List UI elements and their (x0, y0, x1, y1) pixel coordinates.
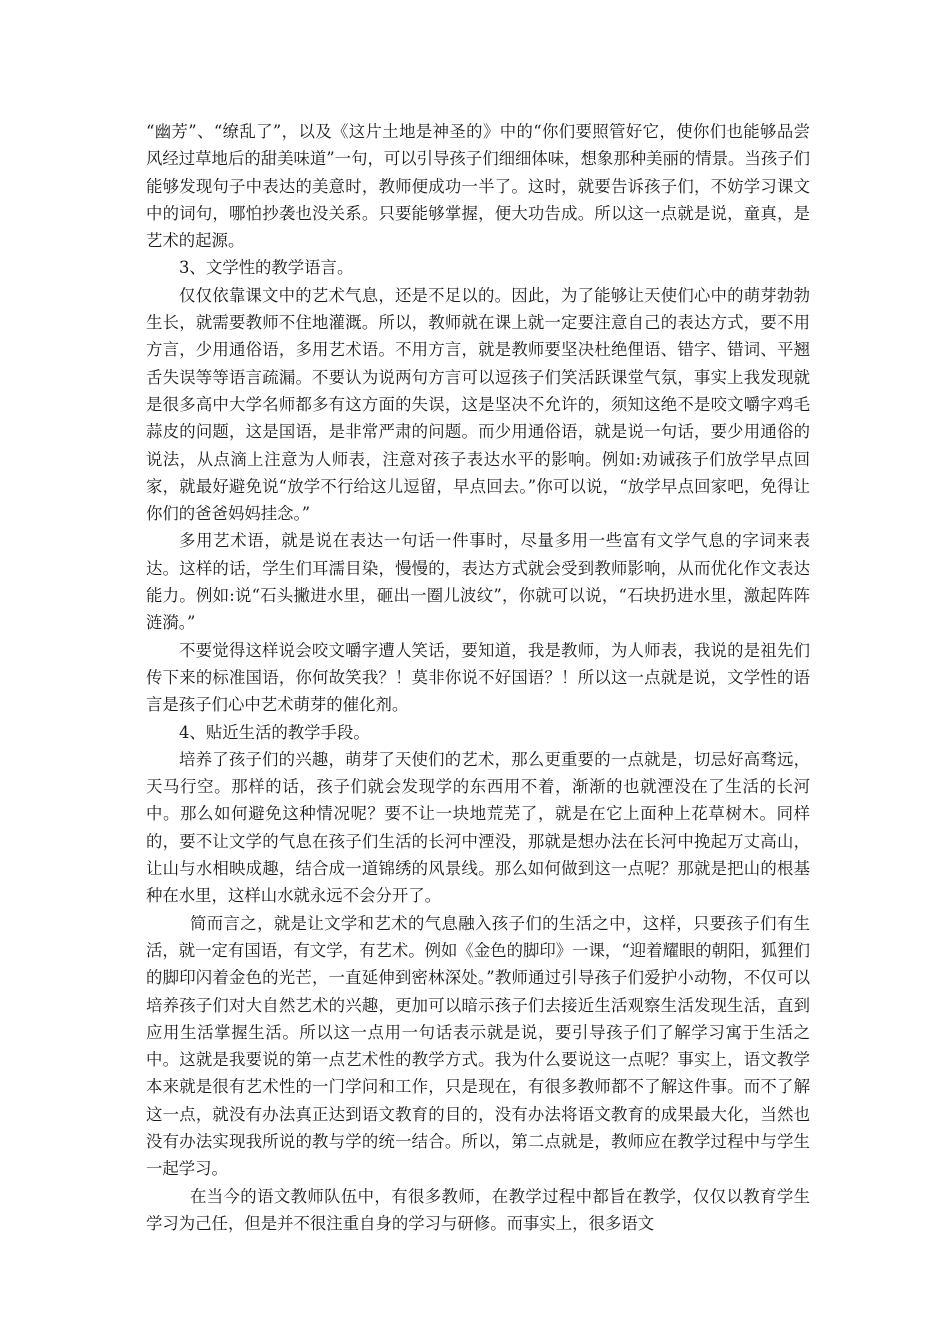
paragraph: 简而言之，就是让文学和艺术的气息融入孩子们的生活之中，这样，只要孩子们有生活，就一定有国语，有文学，有艺术。例如《金色的脚印》一课，“迎着耀眼的朝阳，狐狸们的脚印闪着金色的光芒，一直延伸到密林深处。”教师通过引导孩子们爱护小动物，不仅可以培养孩子们对大自然艺术的兴趣，更加可以暗示孩子们去接近生活观察生活发现生活，直到应用生活掌握生活。所以这一点用一句话表示就是说，要引导孩子们了解学习寓于生活之中。这就是我要说的第一点艺术性的教学方式。我为什么要说这一点呢？事实上，语文教学本来就是很有艺术性的一门学问和工作，只是现在，有很多教师都不了解这件事。而不了解这一点，就没有办法真正达到语文教育的目的，没有办法将语文教育的成果最大化，当然也没有办法实现我所说的教与学的统一结合。所以，第二点就是，教师应在教学过程中与学生一起学习。 (146, 913, 811, 1179)
paragraph: 在当今的语文教师队伍中，有很多教师，在教学过程中都旨在教学，仅仅以教育学生学习为己任，但是并不很注重自身的学习与研修。而事实上，很多语文 (146, 1186, 810, 1233)
document-page (146, 118, 810, 1237)
paragraph-continuation: “幽芳”、“缭乱了”，以及《这片土地是神圣的》中的“你们要照管好它，使你们也能够品尝风经过草地后的甜美味道”一句，可以引导孩子们细细体味，想象那种美丽的情景。当孩子们能够发现句子中表达的美意时，教师便成功一半了。这时，就要告诉孩子们，不妨学习课文中的词句，哪怕抄袭也没关系。只要能够掌握，便大功告成。所以这一点就是说，童真，是艺术的起源。 (146, 122, 811, 251)
paragraph: 培养了孩子们的兴趣，萌芽了天使们的艺术，那么更重要的一点就是，切忌好高骛远，天马行空。那样的话，孩子们就会发现学的东西用不着，渐渐的也就湮没在了生活的长河中。那么如何避免这种情况呢？要不让一块地荒芜了，就是在它上面种上花草树木。同样的，要不让文学的气息在孩子们生活的长河中湮没，那就是想办法在长河中挽起万丈高山，让山与水相映成趣，结合成一道锦绣的风景线。那么如何做到这一点呢？那就是把山的根基种在水里，这样山水就永远不会分开了。 (146, 749, 810, 906)
paragraph: 多用艺术语，就是说在表达一句话一件事时，尽量多用一些富有文学气息的字词来表达。这样的话，学生们耳濡目染，慢慢的，表达方式就会受到教师影响，从而优化作文表达能力。例如:说“石头撇进水里，砸出一圈儿波纹”，你就可以说，“石块扔进水里，激起阵阵涟漪。” (146, 531, 810, 633)
paragraph: 不要觉得这样说会咬文嚼字遭人笑话，要知道，我是教师，为人师表，我说的是祖先们传下来的标准国语，你何故笑我？！莫非你说不好国语？！所以这一点就是说，文学性的语言是孩子们心中艺术萌芽的催化剂。 (146, 640, 810, 715)
paragraph: 仅仅依靠课文中的艺术气息，还是不足以的。因此，为了能够让天使们心中的萌芽勃勃生长，就需要教师不住地灌溉。所以，教师就在课上就一定要注意自己的表达方式，要不用方言，少用通俗语，多用艺术语。不用方言，就是教师要坚决杜绝俚语、错字、错词、平翘舌失误等等语言疏漏。不要认为说两句方言可以逗孩子们笑活跃课堂气氛，事实上我发现就是很多高中大学名师都多有这方面的失误，这是坚决不允许的，须知这绝不是咬文嚼字鸡毛蒜皮的问题，这是国语，是非常严肃的问题。而少用通俗语，就是说一句话，要少用通俗的说法，从点滴上注意为人师表，注意对孩子表达水平的影响。例如:劝诫孩子们放学早点回家，就最好避免说“放学不行给这儿逗留，早点回去。”你可以说，“放学早点回家吧，免得让你们的爸爸妈妈挂念。” (146, 285, 810, 524)
section-heading-4: 4、贴近生活的教学手段。 (179, 722, 370, 742)
section-heading-3: 3、文学性的教学语言。 (179, 258, 354, 278)
